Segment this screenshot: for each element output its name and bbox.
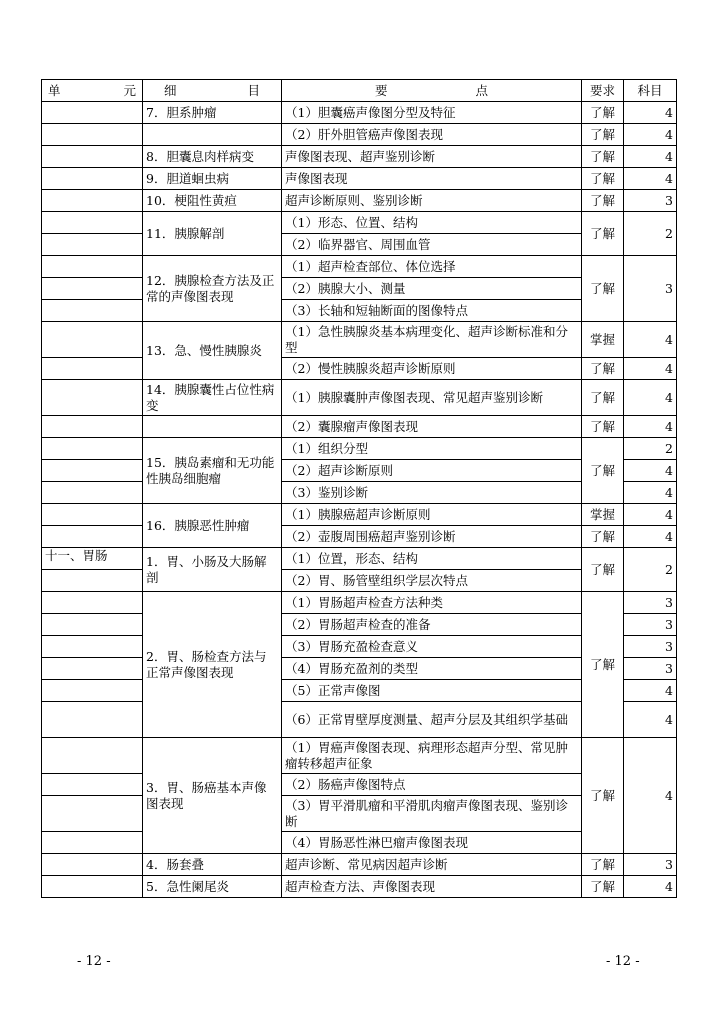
- subject-cell: 4: [624, 168, 677, 190]
- table-row: [42, 168, 677, 190]
- subject-cell: 4: [624, 102, 677, 124]
- subject-cell: 3: [624, 190, 677, 212]
- point-cell: （2）肠癌声像图特点: [282, 774, 582, 796]
- requirement-cell: 了解: [582, 548, 624, 592]
- subject-cell: 3: [624, 614, 677, 636]
- point-cell: （1）急性胰腺炎基本病理变化、超声诊断标准和分型: [282, 322, 582, 358]
- table-row: [42, 504, 677, 526]
- header-requirement: 要求: [582, 80, 624, 102]
- point-cell: （2）壶腹周围癌超声鉴别诊断: [282, 526, 582, 548]
- unit-cell: [42, 278, 143, 300]
- requirement-cell: 了解: [582, 738, 624, 854]
- subject-cell: 4: [624, 460, 677, 482]
- table-row: [42, 796, 677, 832]
- table-row: [42, 548, 677, 570]
- unit-cell: [42, 876, 143, 898]
- detail-cell: 1．胃、小肠及大肠解剖: [143, 548, 282, 592]
- requirement-cell: 了解: [582, 212, 624, 256]
- detail-cell: 3．胃、肠癌基本声像图表现: [143, 738, 282, 854]
- unit-cell: [42, 460, 143, 482]
- point-cell: 声像图表现: [282, 168, 582, 190]
- detail-cell: 10．梗阻性黄疸: [143, 190, 282, 212]
- subject-cell: 4: [624, 358, 677, 380]
- unit-cell: [42, 526, 143, 548]
- subject-cell: 4: [624, 146, 677, 168]
- subject-cell: 3: [624, 256, 677, 322]
- subject-cell: 3: [624, 658, 677, 680]
- requirement-cell: 了解: [582, 526, 624, 548]
- point-cell: （1）超声检查部位、体位选择: [282, 256, 582, 278]
- point-cell: （1）形态、位置、结构: [282, 212, 582, 234]
- detail-cell: [143, 124, 282, 146]
- subject-cell: 4: [624, 322, 677, 358]
- subject-cell: 4: [624, 416, 677, 438]
- detail-cell: 15．胰岛素瘤和无功能性胰岛细胞瘤: [143, 438, 282, 504]
- unit-cell: [42, 190, 143, 212]
- point-cell: （2）慢性胰腺炎超声诊断原则: [282, 358, 582, 380]
- unit-cell: [42, 504, 143, 526]
- table-row: [42, 702, 677, 738]
- point-cell: 超声检查方法、声像图表现: [282, 876, 582, 898]
- point-cell: （1）胃癌声像图表现、病理形态超声分型、常见肿瘤转移超声征象: [282, 738, 582, 774]
- subject-cell: 2: [624, 438, 677, 460]
- page-number-right: - 12 -: [606, 954, 640, 969]
- header-subject: 科目: [624, 80, 677, 102]
- unit-cell: [42, 416, 143, 438]
- point-cell: （1）胆囊癌声像图分型及特征: [282, 102, 582, 124]
- detail-cell: [143, 416, 282, 438]
- detail-cell: 4．肠套叠: [143, 854, 282, 876]
- subject-cell: 4: [624, 482, 677, 504]
- table-row: [42, 680, 677, 702]
- point-cell: （4）胃肠充盈剂的类型: [282, 658, 582, 680]
- unit-cell: [42, 322, 143, 358]
- requirement-cell: 了解: [582, 876, 624, 898]
- table-row: [42, 416, 677, 438]
- unit-cell: 十一、胃肠: [42, 548, 143, 570]
- requirement-cell: 了解: [582, 168, 624, 190]
- unit-cell: [42, 438, 143, 460]
- unit-cell: [42, 832, 143, 854]
- point-cell: （2）临界器官、周围血管: [282, 234, 582, 256]
- header-unit: 单 元: [42, 80, 143, 102]
- unit-cell: [42, 854, 143, 876]
- unit-cell: [42, 738, 143, 774]
- table-row: [42, 658, 677, 680]
- point-cell: （4）胃肠恶性淋巴瘤声像图表现: [282, 832, 582, 854]
- detail-cell: 7．胆系肿瘤: [143, 102, 282, 124]
- point-cell: （2）肝外胆管癌声像图表现: [282, 124, 582, 146]
- table-row: [42, 256, 677, 278]
- subject-cell: 2: [624, 548, 677, 592]
- table-row: [42, 774, 677, 796]
- requirement-cell: 了解: [582, 124, 624, 146]
- subject-cell: 3: [624, 592, 677, 614]
- subject-cell: 4: [624, 526, 677, 548]
- table-row: [42, 358, 677, 380]
- subject-cell: 4: [624, 380, 677, 416]
- header-point: 要 点: [282, 80, 582, 102]
- table-row: [42, 526, 677, 548]
- unit-cell: [42, 482, 143, 504]
- table-row: [42, 212, 677, 234]
- point-cell: （2）胃肠超声检查的准备: [282, 614, 582, 636]
- table-row: [42, 482, 677, 504]
- table-row: [42, 146, 677, 168]
- detail-cell: 14．胰腺囊性占位性病变: [143, 380, 282, 416]
- detail-cell: 11．胰腺解剖: [143, 212, 282, 256]
- requirement-cell: 了解: [582, 854, 624, 876]
- unit-cell: [42, 614, 143, 636]
- unit-cell: [42, 774, 143, 796]
- subject-cell: 4: [624, 124, 677, 146]
- unit-cell: [42, 702, 143, 738]
- point-cell: （1）胰腺癌超声诊断原则: [282, 504, 582, 526]
- point-cell: （5）正常声像图: [282, 680, 582, 702]
- table-row: [42, 832, 677, 854]
- point-cell: 超声诊断原则、鉴别诊断: [282, 190, 582, 212]
- unit-cell: [42, 146, 143, 168]
- table-row: [42, 854, 677, 876]
- point-cell: （3）胃平滑肌瘤和平滑肌肉瘤声像图表现、鉴别诊断: [282, 796, 582, 832]
- unit-cell: [42, 212, 143, 234]
- requirement-cell: 了解: [582, 146, 624, 168]
- point-cell: （1）位置，形态、结构: [282, 548, 582, 570]
- point-cell: （6）正常胃壁厚度测量、超声分层及其组织学基础: [282, 702, 582, 738]
- detail-cell: 13．急、慢性胰腺炎: [143, 322, 282, 380]
- unit-cell: [42, 380, 143, 416]
- point-cell: （3）胃肠充盈检查意义: [282, 636, 582, 658]
- table-row: [42, 300, 677, 322]
- subject-cell: 4: [624, 504, 677, 526]
- point-cell: 超声诊断、常见病因超声诊断: [282, 854, 582, 876]
- subject-cell: 4: [624, 876, 677, 898]
- point-cell: （3）长轴和短轴断面的图像特点: [282, 300, 582, 322]
- unit-cell: [42, 658, 143, 680]
- point-cell: （3）鉴别诊断: [282, 482, 582, 504]
- table-row: [42, 876, 677, 898]
- unit-cell: [42, 168, 143, 190]
- detail-cell: 5．急性阑尾炎: [143, 876, 282, 898]
- point-cell: （2）胃、肠管壁组织学层次特点: [282, 570, 582, 592]
- table-row: [42, 592, 677, 614]
- subject-cell: 3: [624, 854, 677, 876]
- table-row: [42, 380, 677, 416]
- detail-cell: 2．胃、肠检查方法与正常声像图表现: [143, 592, 282, 738]
- detail-cell: 16．胰腺恶性肿瘤: [143, 504, 282, 548]
- table-row: [42, 460, 677, 482]
- requirement-cell: 了解: [582, 416, 624, 438]
- unit-cell: [42, 102, 143, 124]
- unit-cell: [42, 300, 143, 322]
- table-header-row: [42, 80, 677, 102]
- requirement-cell: 了解: [582, 380, 624, 416]
- point-cell: （1）组织分型: [282, 438, 582, 460]
- table-row: [42, 322, 677, 358]
- unit-cell: [42, 592, 143, 614]
- requirement-cell: 掌握: [582, 322, 624, 358]
- point-cell: 声像图表现、超声鉴别诊断: [282, 146, 582, 168]
- unit-cell: [42, 570, 143, 592]
- table-row: [42, 278, 677, 300]
- requirement-cell: 了解: [582, 190, 624, 212]
- subject-cell: 4: [624, 680, 677, 702]
- point-cell: （2）胰腺大小、测量: [282, 278, 582, 300]
- point-cell: （2）超声诊断原则: [282, 460, 582, 482]
- requirement-cell: 了解: [582, 592, 624, 738]
- requirement-cell: 了解: [582, 256, 624, 322]
- page-number-left: - 12 -: [77, 954, 111, 969]
- detail-cell: 12．胰腺检查方法及正常的声像图表现: [143, 256, 282, 322]
- requirement-cell: 了解: [582, 102, 624, 124]
- syllabus-table-container: [41, 79, 676, 898]
- requirement-cell: 了解: [582, 358, 624, 380]
- table-row: [42, 102, 677, 124]
- syllabus-table: [41, 79, 677, 898]
- point-cell: （1）胰腺囊肿声像图表现、常见超声鉴别诊断: [282, 380, 582, 416]
- table-row: [42, 234, 677, 256]
- requirement-cell: 了解: [582, 438, 624, 504]
- unit-cell: [42, 358, 143, 380]
- unit-cell: [42, 796, 143, 832]
- table-row: [42, 636, 677, 658]
- unit-cell: [42, 124, 143, 146]
- unit-cell: [42, 636, 143, 658]
- subject-cell: 4: [624, 702, 677, 738]
- table-row: [42, 614, 677, 636]
- requirement-cell: 掌握: [582, 504, 624, 526]
- table-row: [42, 738, 677, 774]
- table-row: [42, 570, 677, 592]
- point-cell: （1）胃肠超声检查方法种类: [282, 592, 582, 614]
- header-detail: 细 目: [143, 80, 282, 102]
- table-row: [42, 190, 677, 212]
- unit-cell: [42, 680, 143, 702]
- subject-cell: 3: [624, 636, 677, 658]
- table-row: [42, 438, 677, 460]
- detail-cell: 9．胆道蛔虫病: [143, 168, 282, 190]
- subject-cell: 2: [624, 212, 677, 256]
- unit-cell: [42, 256, 143, 278]
- unit-cell: [42, 234, 143, 256]
- table-row: [42, 124, 677, 146]
- detail-cell: 8．胆囊息肉样病变: [143, 146, 282, 168]
- point-cell: （2）囊腺瘤声像图表现: [282, 416, 582, 438]
- subject-cell: 4: [624, 738, 677, 854]
